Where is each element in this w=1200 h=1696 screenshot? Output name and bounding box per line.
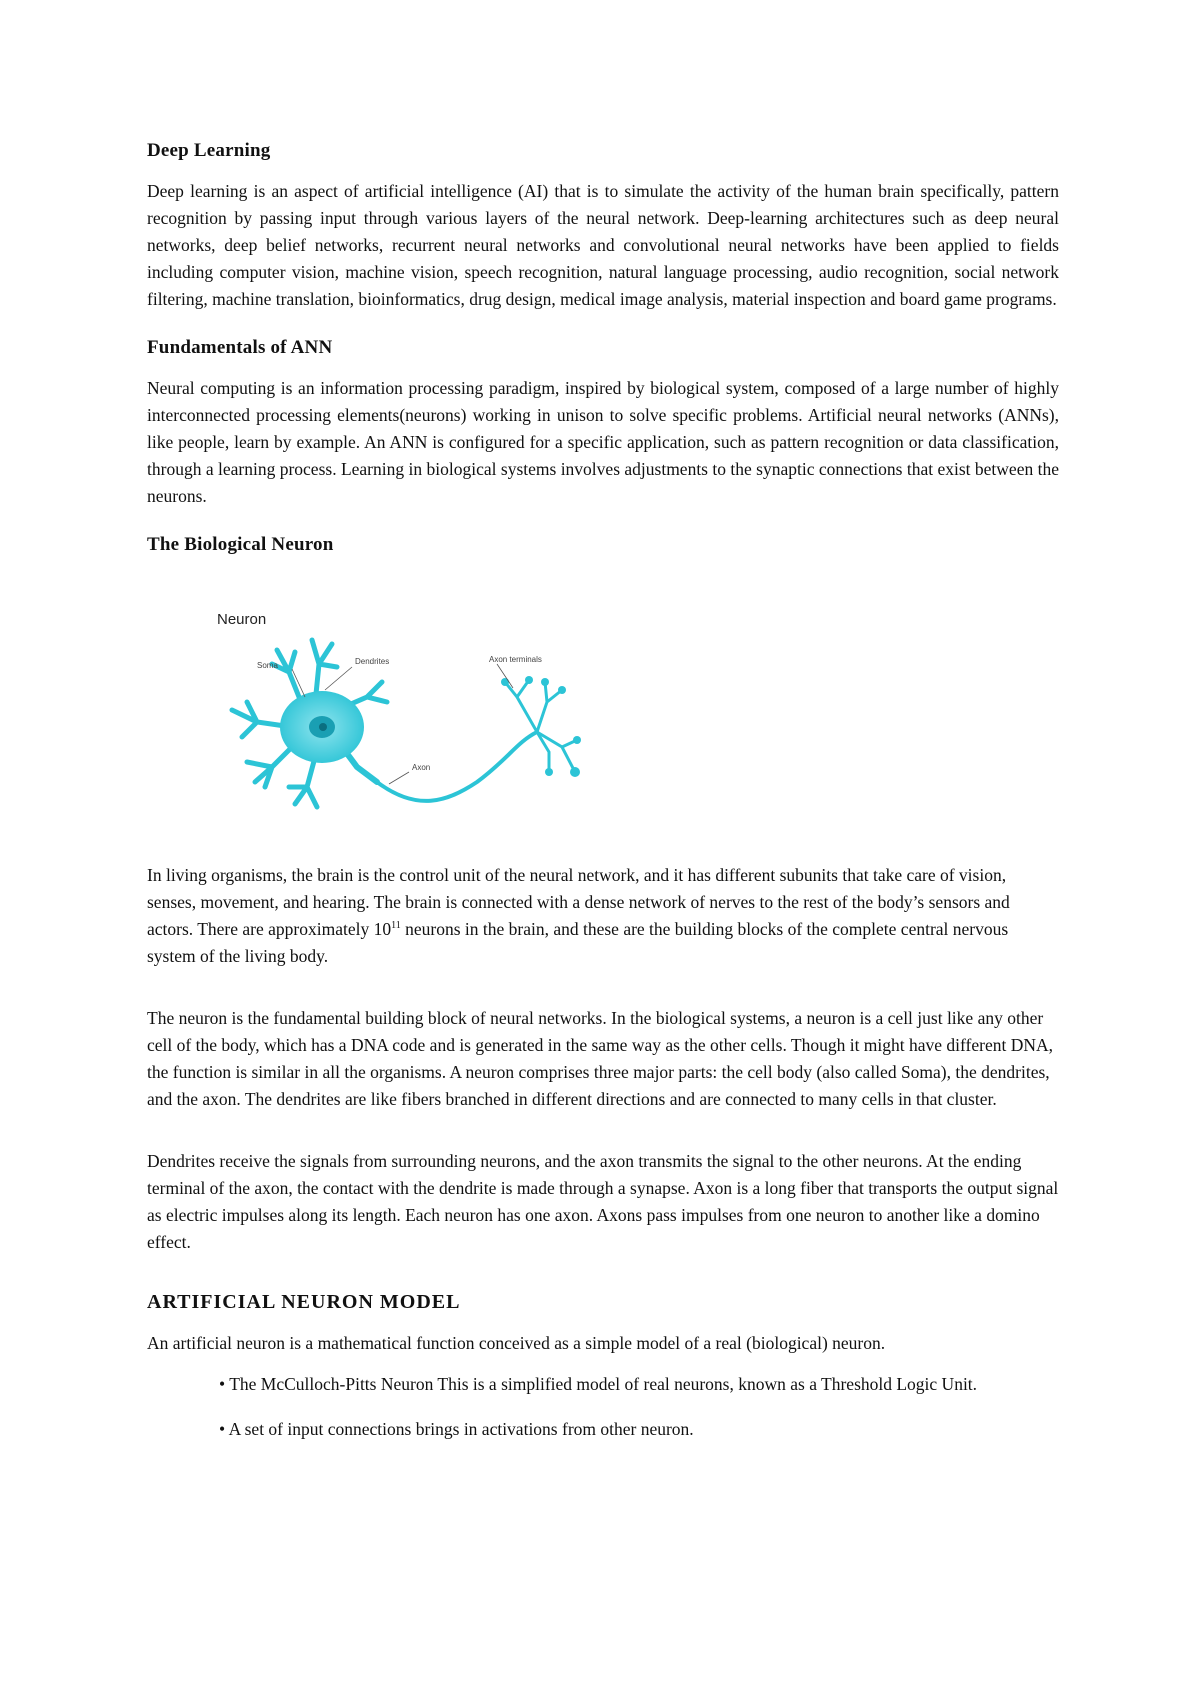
superscript-exponent: 11 [391,920,401,932]
heading-biological-neuron: The Biological Neuron [147,534,334,555]
bullet-glyph: • [219,1419,226,1439]
label-axon: Axon [412,763,431,772]
label-soma: Soma [257,661,278,670]
neuron-illustration [177,572,597,842]
paragraph-deep-learning: Deep learning is an aspect of artificial intelligence (AI) that is to simulate the activity of the human brain specifically, pattern recognition by passing input through various layers of the neural network. Deep-learning architectures such as deep neural networks, deep belief networks, recurrent neural networks and convolutional neural networks have been applied to fields including computer vision, machine vision, speech recognition, natural language processing, audio recognition, social network filtering, machine translation, bioinformatics, drug design, medical image analysis, material inspection and board game programs. [147,181,1059,309]
document-page [147,140,1059,1461]
bullet-item-1: • The McCulloch-Pitts Neuron This is a simplified model of real neurons, known as a Threshold Logic Unit. [219,1374,978,1394]
figure-title: Neuron [217,611,267,628]
bullet-glyph: • [219,1374,226,1394]
label-dendrites: Dendrites [355,657,390,666]
paragraph-biological-2: The neuron is the fundamental building block of neural networks. In the biological systems, a neuron is a cell just like any other cell of the body, which has a DNA code and is generated in the same way as the other cells. Though it might have different DNA, the function is similar in all the organisms. A neuron comprises three major parts: the cell body (also called Soma), the dendrites, and the axon. The dendrites are like fibers branched in different directions and are connected to many cells in that cluster. [147,1008,1054,1109]
heading-fundamentals-ann: Fundamentals of ANN [147,337,333,358]
heading-deep-learning: Deep Learning [147,140,271,161]
nucleolus [319,723,327,731]
label-axon-terminals: Axon terminals [489,655,542,664]
neuron-figure [147,572,1059,862]
paragraph-biological-1: In living organisms, the brain is the control unit of the neural network, and it has different subunits that take care of vision, senses, movement, and hearing. The brain is connected with a dense network of nerves to the rest of the body’s sensors and actors. There are approximately $10^{11}$ neurons in the brain, and these are the building blocks of the complete central nervous system of the living body. [147,865,1010,966]
paragraph-artificial-neuron: An artificial neuron is a mathematical function conceived as a simple model of a real (biological) neuron. [147,1333,886,1353]
paragraph-fundamentals-ann: Neural computing is an information processing paradigm, inspired by biological system, composed of a large number of highly interconnected processing elements(neurons) working in unison to solve specific problems. Artificial neural networks (ANNs), like people, learn by example. An ANN is configured for a specific application, such as pattern recognition or data classification, through a learning process. Learning in biological systems involves adjustments to the synaptic connections that exist between the neurons. [147,378,1059,506]
paragraph-biological-3: Dendrites receive the signals from surrounding neurons, and the axon transmits the signal to the other neurons. At the ending terminal of the axon, the contact with the dendrite is made through a synapse. Axon is a long fiber that transports the output signal as electric impulses along its length. Each neuron has one axon. Axons pass impulses from one neuron to another like a domino effect. [147,1151,1059,1252]
bullet-item-2: • A set of input connections brings in activations from other neuron. [219,1419,694,1439]
heading-artificial-neuron-model: ARTIFICIAL NEURON MODEL [147,1291,461,1313]
